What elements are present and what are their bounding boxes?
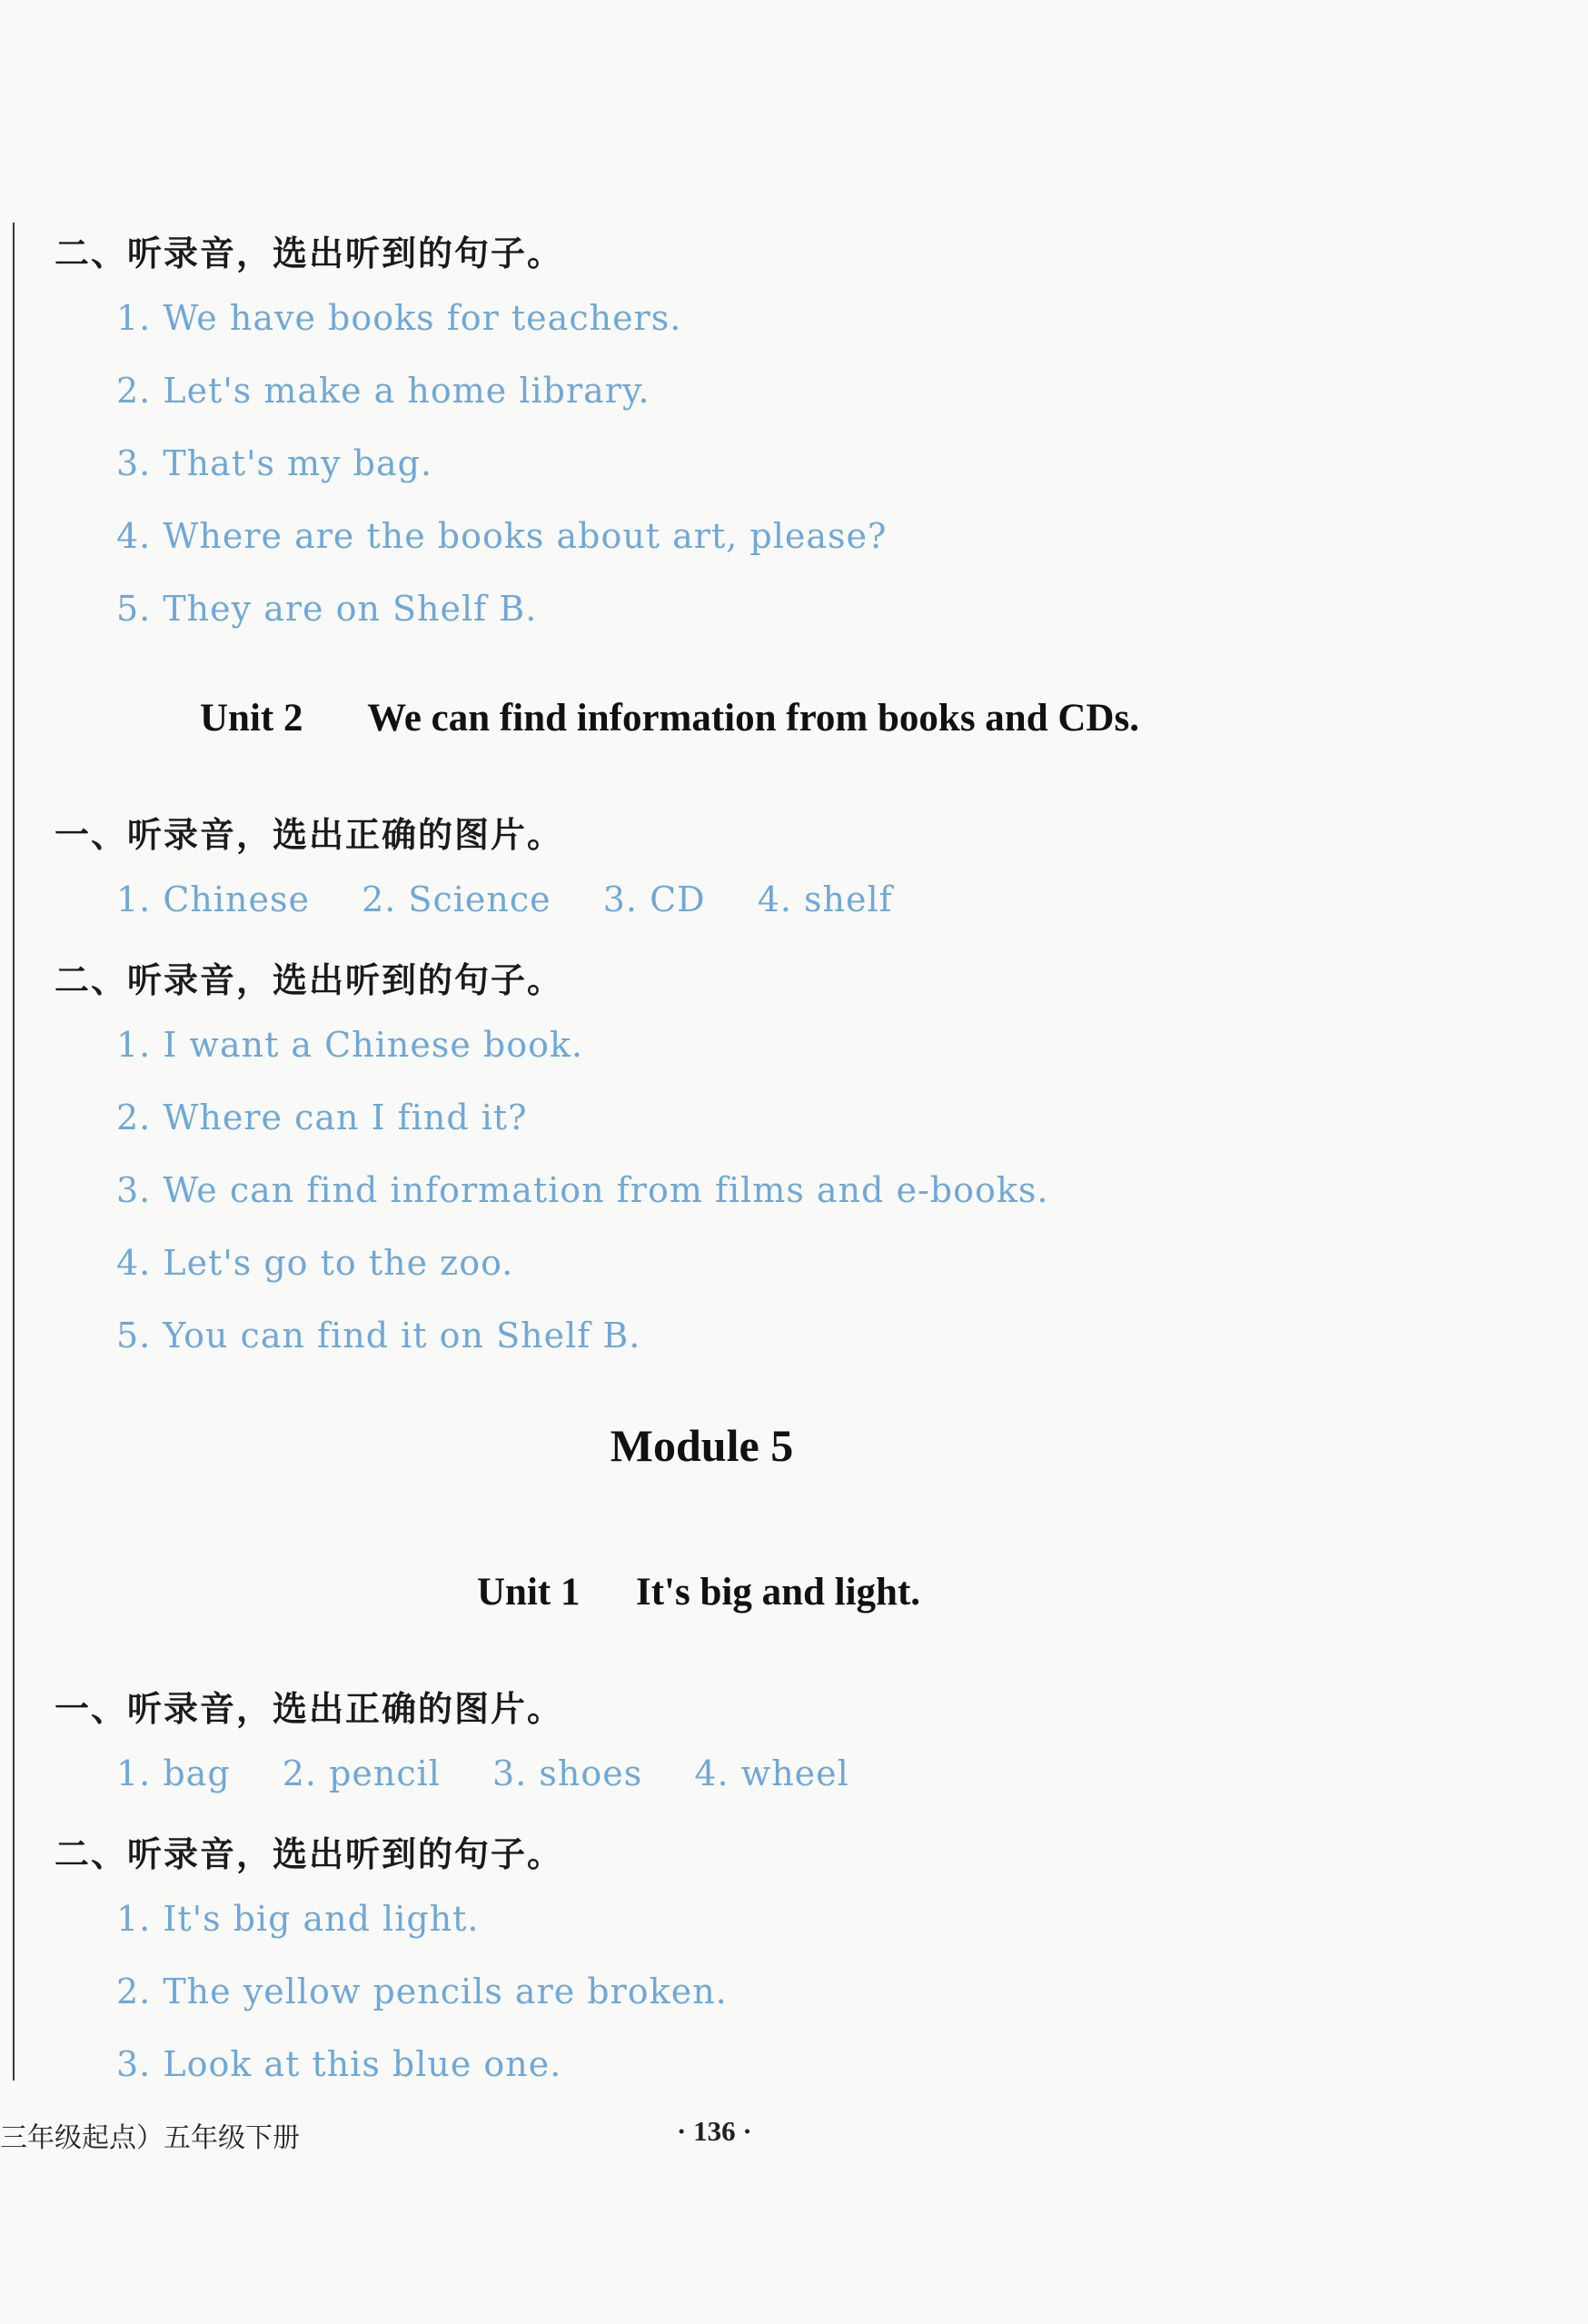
page-number: · 136 · [677, 2115, 752, 2147]
word-item: 1. bag [116, 1753, 231, 1793]
answer-line: 3. Look at this blue one. [116, 2044, 562, 2084]
footer-book-title: 三年级起点）五年级下册 [0, 2122, 300, 2154]
word-list [116, 879, 933, 919]
unit-name: It's big and light. [635, 1571, 921, 1614]
word-item: 1. Chinese [116, 879, 310, 919]
answer-line: 3. That's my bag. [116, 443, 433, 483]
word-item: 4. wheel [694, 1753, 849, 1793]
section-heading: 二、听录音，选出听到的句子。 [55, 1834, 564, 1874]
word-item: 3. CD [602, 879, 706, 919]
unit-title [477, 1570, 920, 1614]
unit-label: Unit 1 [477, 1571, 581, 1614]
section-heading: 二、听录音，选出听到的句子。 [55, 233, 564, 273]
answer-line: 2. The yellow pencils are broken. [116, 1971, 728, 2011]
answer-line: 1. We have books for teachers. [116, 298, 682, 338]
word-item: 2. pencil [282, 1753, 441, 1793]
module-title: Module 5 [610, 1420, 794, 1471]
answer-line: 2. Let's make a home library. [116, 371, 650, 411]
unit-name: We can find information from books and CDs. [367, 697, 1139, 740]
section-heading: 二、听录音，选出听到的句子。 [55, 960, 564, 1000]
word-item: 4. shelf [757, 879, 893, 919]
answer-line: 2. Where can I find it? [116, 1097, 528, 1137]
answer-line: 5. They are on Shelf B. [116, 589, 538, 629]
word-list [116, 1753, 889, 1793]
answer-line: 4. Let's go to the zoo. [116, 1243, 514, 1283]
answer-line: 5. You can find it on Shelf B. [116, 1316, 641, 1356]
unit-title [200, 696, 1139, 740]
word-item: 2. Science [362, 879, 551, 919]
left-margin-rule [13, 223, 15, 2081]
answer-line: 1. I want a Chinese book. [116, 1025, 584, 1065]
answer-line: 3. We can find information from films and e-books. [116, 1170, 1049, 1210]
word-item: 3. shoes [492, 1753, 643, 1793]
unit-label: Unit 2 [200, 697, 303, 740]
answer-line: 4. Where are the books about art, please? [116, 516, 888, 556]
section-heading: 一、听录音，选出正确的图片。 [55, 815, 564, 855]
answer-line: 1. It's big and light. [116, 1899, 480, 1939]
section-heading: 一、听录音，选出正确的图片。 [55, 1689, 564, 1729]
